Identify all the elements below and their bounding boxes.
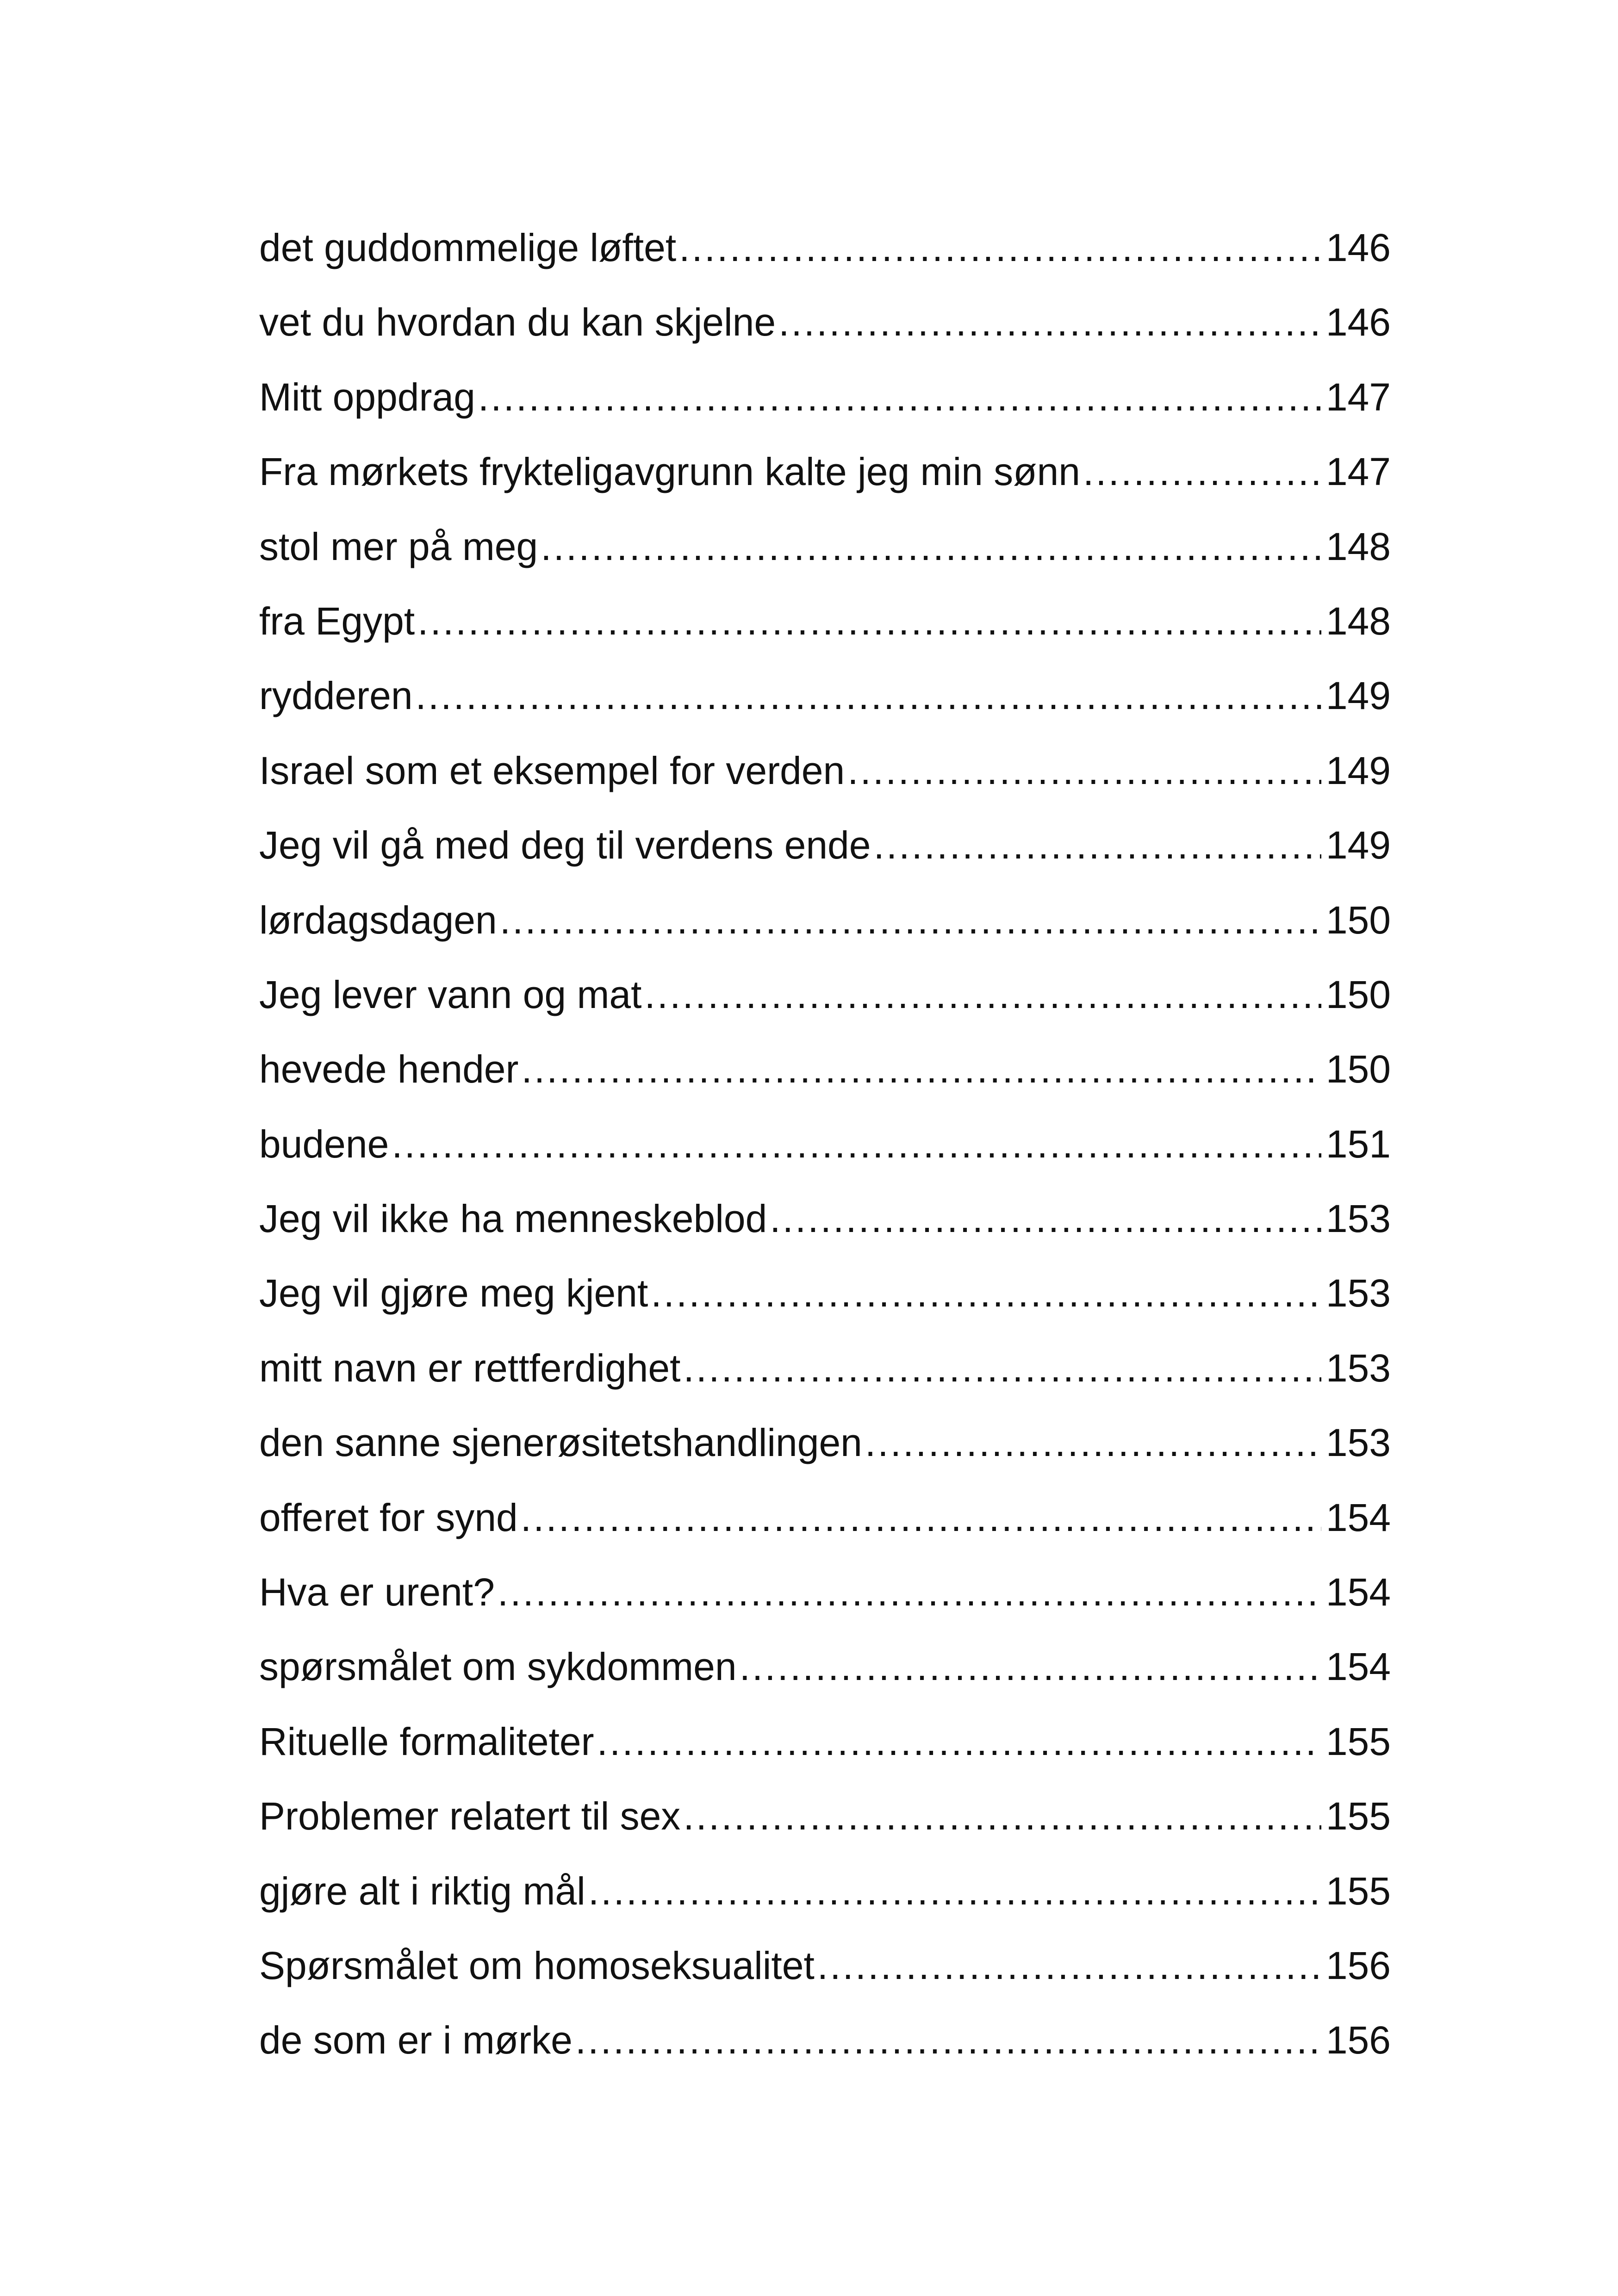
toc-entry-title: fra Egypt [259, 599, 415, 643]
dot-leader [683, 1331, 1321, 1406]
toc-entry-title: det guddommelige løftet [259, 226, 677, 269]
toc-entry[interactable] [259, 1929, 1391, 2003]
toc-entry-page-number: 149 [1326, 674, 1391, 718]
toc-entry-page-number: 147 [1326, 375, 1391, 419]
toc-entry-title: Hva er urent? [259, 1570, 495, 1614]
dot-leader [873, 808, 1321, 883]
toc-entry-title: rydderen [259, 674, 413, 718]
toc-entry-title: Jeg vil gå med deg til verdens ende [259, 823, 871, 867]
toc-entry[interactable] [259, 1107, 1391, 1182]
toc-entry[interactable] [259, 2003, 1391, 2078]
toc-entry-page-number: 150 [1326, 972, 1391, 1016]
toc-entry-title: Jeg vil gjøre meg kjent [259, 1271, 648, 1315]
toc-entry-page-number: 153 [1326, 1197, 1391, 1241]
toc-entry-title: spørsmålet om sykdommen [259, 1645, 737, 1689]
toc-entry-title: Israel som et eksempel for verden [259, 748, 845, 792]
dot-leader [500, 883, 1321, 958]
dot-leader [644, 958, 1321, 1032]
toc-entry[interactable] [259, 958, 1391, 1032]
toc-entry-page-number: 156 [1326, 2018, 1391, 2062]
toc-entry-title: gjøre alt i riktig mål [259, 1869, 585, 1913]
dot-leader [778, 285, 1321, 360]
table-of-contents [259, 211, 1391, 2078]
toc-entry[interactable] [259, 883, 1391, 958]
dot-leader [588, 1854, 1321, 1929]
toc-entry[interactable] [259, 1854, 1391, 1929]
toc-entry[interactable] [259, 584, 1391, 659]
dot-leader [597, 1705, 1321, 1779]
toc-entry-page-number: 149 [1326, 823, 1391, 867]
dot-leader [651, 1256, 1321, 1331]
toc-entry[interactable] [259, 1331, 1391, 1406]
toc-entry-page-number: 154 [1326, 1495, 1391, 1539]
toc-entry[interactable] [259, 360, 1391, 435]
toc-entry-title: budene [259, 1122, 389, 1166]
toc-entry-title: offeret for synd [259, 1495, 518, 1539]
toc-entry[interactable] [259, 1182, 1391, 1256]
toc-entry[interactable] [259, 211, 1391, 285]
toc-entry[interactable] [259, 659, 1391, 733]
toc-entry-title: Spørsmålet om homoseksualitet [259, 1943, 815, 1987]
toc-entry-title: Problemer relatert til sex [259, 1794, 681, 1838]
toc-entry[interactable] [259, 1555, 1391, 1630]
toc-entry-page-number: 149 [1326, 748, 1391, 792]
dot-leader [740, 1630, 1321, 1704]
dot-leader [541, 510, 1321, 584]
toc-entry[interactable] [259, 285, 1391, 360]
toc-entry-title: de som er i mørke [259, 2018, 573, 2062]
dot-leader [478, 360, 1321, 435]
toc-entry-page-number: 153 [1326, 1346, 1391, 1390]
toc-entry-title: vet du hvordan du kan skjelne [259, 300, 776, 344]
toc-entry-page-number: 155 [1326, 1719, 1391, 1763]
toc-entry[interactable] [259, 1779, 1391, 1854]
dot-leader [521, 1032, 1321, 1107]
toc-entry-page-number: 151 [1326, 1122, 1391, 1166]
dot-leader [498, 1555, 1321, 1630]
toc-entry-page-number: 153 [1326, 1271, 1391, 1315]
toc-entry-title: hevede hender [259, 1047, 519, 1091]
toc-entry[interactable] [259, 808, 1391, 883]
dot-leader [575, 2003, 1321, 2078]
toc-entry-page-number: 154 [1326, 1645, 1391, 1689]
dot-leader [817, 1929, 1321, 2003]
toc-entry-page-number: 150 [1326, 898, 1391, 942]
toc-entry-page-number: 155 [1326, 1794, 1391, 1838]
toc-entry-page-number: 154 [1326, 1570, 1391, 1614]
toc-entry[interactable] [259, 734, 1391, 808]
dot-leader [770, 1182, 1321, 1256]
toc-entry-page-number: 155 [1326, 1869, 1391, 1913]
toc-entry-page-number: 146 [1326, 226, 1391, 269]
toc-entry-title: Fra mørkets frykteligavgrunn kalte jeg min sønn [259, 450, 1080, 494]
toc-entry-page-number: 150 [1326, 1047, 1391, 1091]
toc-entry[interactable] [259, 1630, 1391, 1704]
toc-entry-page-number: 146 [1326, 300, 1391, 344]
dot-leader [683, 1779, 1321, 1854]
toc-entry[interactable] [259, 1032, 1391, 1107]
toc-entry-page-number: 156 [1326, 1943, 1391, 1987]
toc-entry-title: lørdagsdagen [259, 898, 497, 942]
dot-leader [679, 211, 1321, 285]
toc-entry[interactable] [259, 1481, 1391, 1555]
toc-entry-title: Jeg lever vann og mat [259, 972, 642, 1016]
toc-entry-page-number: 147 [1326, 450, 1391, 494]
dot-leader [521, 1481, 1321, 1555]
toc-entry[interactable] [259, 1705, 1391, 1779]
toc-entry[interactable] [259, 435, 1391, 509]
toc-entry-title: Rituelle formaliteter [259, 1719, 594, 1763]
toc-entry-page-number: 148 [1326, 599, 1391, 643]
dot-leader [417, 584, 1321, 659]
dot-leader [1083, 435, 1321, 509]
dot-leader [865, 1406, 1321, 1480]
dot-leader [847, 734, 1321, 808]
toc-entry[interactable] [259, 1256, 1391, 1331]
toc-entry-title: stol mer på meg [259, 524, 538, 568]
toc-entry[interactable] [259, 510, 1391, 584]
toc-entry[interactable] [259, 1406, 1391, 1480]
toc-entry-title: den sanne sjenerøsitetshandlingen [259, 1421, 862, 1465]
toc-entry-title: Jeg vil ikke ha menneskeblod [259, 1197, 767, 1241]
dot-leader [416, 659, 1321, 733]
toc-entry-title: Mitt oppdrag [259, 375, 475, 419]
toc-entry-page-number: 153 [1326, 1421, 1391, 1465]
toc-entry-page-number: 148 [1326, 524, 1391, 568]
toc-entry-title: mitt navn er rettferdighet [259, 1346, 681, 1390]
dot-leader [392, 1107, 1321, 1182]
